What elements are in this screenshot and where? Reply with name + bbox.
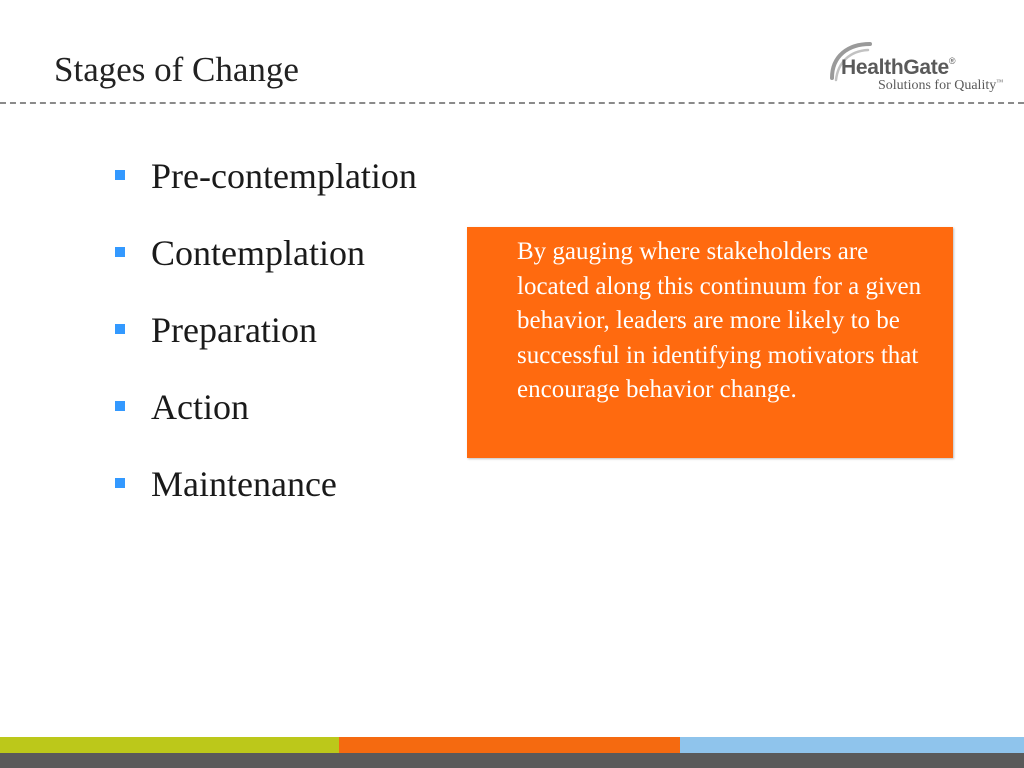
- footer-bar: [0, 737, 1024, 768]
- healthgate-logo: [826, 38, 1016, 98]
- bullet-text: Maintenance: [151, 464, 337, 504]
- logo-name-text: HealthGate: [841, 56, 949, 79]
- logo-tagline: [878, 78, 1003, 94]
- bullet-square-icon: [115, 324, 125, 334]
- callout-text: By gauging where stakeholders are located along this continuum for a given behavior, leaders are more likely to be successful in identifying motivators that encourage behavior change.: [517, 238, 922, 403]
- bullet-square-icon: [115, 247, 125, 257]
- bullet-square-icon: [115, 170, 125, 180]
- title-divider: [0, 102, 1024, 104]
- bullet-text: Contemplation: [151, 233, 365, 273]
- logo-tagline-text: Solutions for Quality: [878, 78, 997, 93]
- slide-title: Stages of Change: [54, 50, 299, 89]
- logo-name: [841, 56, 955, 80]
- bullet-square-icon: [115, 478, 125, 488]
- logo-registered-mark: ®: [948, 56, 956, 66]
- footer-blue-segment: [680, 737, 1024, 753]
- bullet-text: Pre-contemplation: [151, 156, 417, 196]
- logo-trademark: ™: [996, 78, 1004, 86]
- bullet-text: Preparation: [151, 310, 317, 350]
- callout-box: [467, 227, 953, 458]
- bullet-text: Action: [151, 387, 249, 427]
- footer-base-strip: [0, 753, 1024, 768]
- footer-green-segment: [0, 737, 339, 753]
- footer-orange-segment: [339, 737, 680, 753]
- bullet-square-icon: [115, 401, 125, 411]
